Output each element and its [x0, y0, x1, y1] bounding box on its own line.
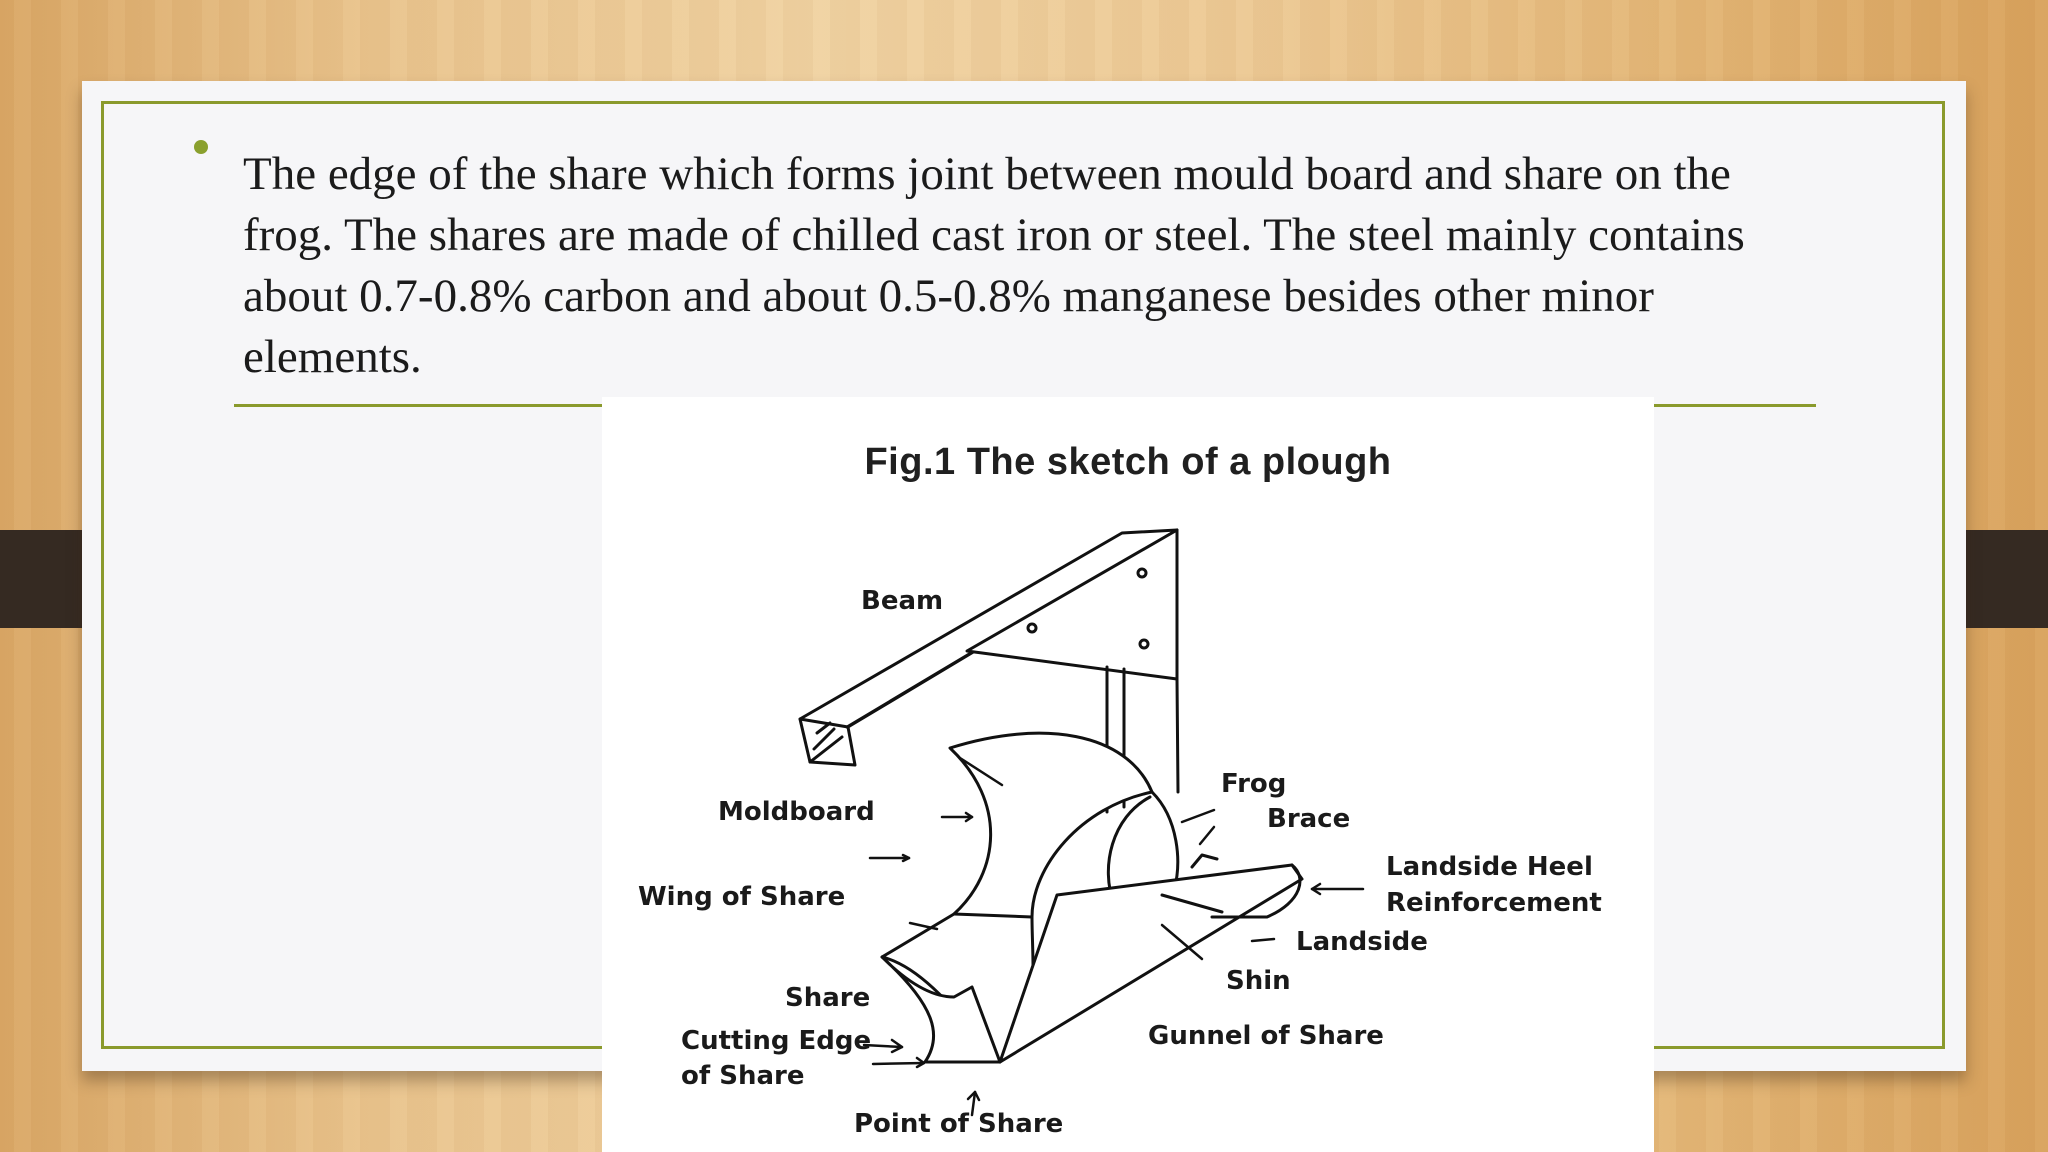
divider-left — [234, 404, 602, 407]
label-landside-heel-line2: Reinforcement — [1386, 888, 1602, 918]
label-share: Share — [785, 983, 871, 1013]
label-shin: Shin — [1226, 966, 1291, 996]
label-beam: Beam — [861, 586, 944, 616]
label-moldboard: Moldboard — [718, 797, 875, 827]
label-landside: Landside — [1296, 927, 1428, 957]
label-landside-heel-line1: Landside Heel — [1386, 852, 1593, 882]
label-frog: Frog — [1221, 769, 1287, 799]
label-wing-of-share: Wing of Share — [638, 882, 846, 912]
plough-sketch — [602, 397, 1654, 1152]
divider-right — [1654, 404, 1816, 407]
label-point-of-share: Point of Share — [854, 1109, 1064, 1139]
figure-title: Fig.1 The sketch of a plough — [864, 441, 1392, 483]
label-gunnel-of-share: Gunnel of Share — [1148, 1021, 1384, 1051]
bullet-text: The edge of the share which forms joint between mould board and share on the frog. The shares are made of chilled cast iron or steel. The steel mainly contains about 0.7-0.8% carbon and about 0.5-0.8% manganese besides other minor elements. — [243, 148, 1745, 383]
plough-figure — [602, 397, 1654, 1152]
label-cutting-edge-line2: of Share — [681, 1061, 805, 1091]
bullet-dot — [194, 140, 208, 154]
label-brace: Brace — [1267, 804, 1351, 834]
label-cutting-edge-line1: Cutting Edge — [681, 1026, 872, 1056]
